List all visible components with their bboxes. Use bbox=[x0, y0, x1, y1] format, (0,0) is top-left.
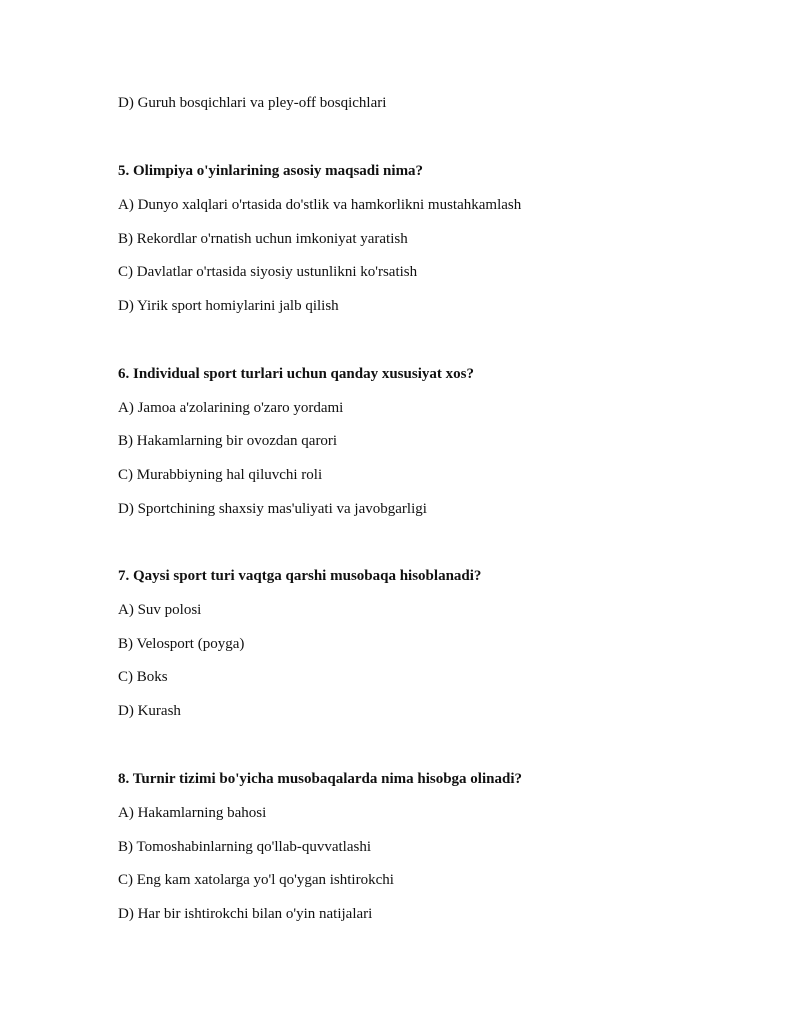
question-7-option-a: A) Suv polosi bbox=[118, 602, 202, 618]
leading-option: D) Guruh bosqichlari va pley-off bosqichlari bbox=[118, 95, 387, 111]
question-6-title: 6. Individual sport turlari uchun qanday xususiyat xos? bbox=[118, 366, 474, 382]
question-6-option-c: C) Murabbiyning hal qiluvchi roli bbox=[118, 467, 323, 483]
question-5-option-b: B) Rekordlar o'rnatish uchun imkoniyat yaratish bbox=[118, 231, 408, 247]
question-6-option-d: D) Sportchining shaxsiy mas'uliyati va javobgarligi bbox=[118, 501, 427, 517]
question-5-option-a: A) Dunyo xalqlari o'rtasida do'stlik va hamkorlikni mustahkamlash bbox=[118, 197, 522, 213]
question-8-title: 8. Turnir tizimi bo'yicha musobaqalarda nima hisobga olinadi? bbox=[118, 771, 522, 787]
question-8-option-c: C) Eng kam xatolarga yo'l qo'ygan ishtirokchi bbox=[118, 872, 394, 888]
question-8-option-a: A) Hakamlarning bahosi bbox=[118, 805, 267, 821]
question-5-option-d: D) Yirik sport homiylarini jalb qilish bbox=[118, 298, 339, 314]
question-7-title: 7. Qaysi sport turi vaqtga qarshi musobaqa hisoblanadi? bbox=[118, 568, 482, 584]
question-6-option-a: A) Jamoa a'zolarining o'zaro yordami bbox=[118, 400, 344, 416]
question-5-option-c: C) Davlatlar o'rtasida siyosiy ustunlikni ko'rsatish bbox=[118, 264, 418, 280]
question-8-option-d: D) Har bir ishtirokchi bilan o'yin natijalari bbox=[118, 906, 373, 922]
question-6-option-b: B) Hakamlarning bir ovozdan qarori bbox=[118, 433, 338, 449]
question-7-option-d: D) Kurash bbox=[118, 703, 181, 719]
question-8-option-b: B) Tomoshabinlarning qo'llab-quvvatlashi bbox=[118, 839, 372, 855]
question-7-option-b: B) Velosport (poyga) bbox=[118, 636, 245, 652]
question-7-option-c: C) Boks bbox=[118, 669, 168, 685]
question-5-title: 5. Olimpiya o'yinlarining asosiy maqsadi nima? bbox=[118, 163, 424, 179]
